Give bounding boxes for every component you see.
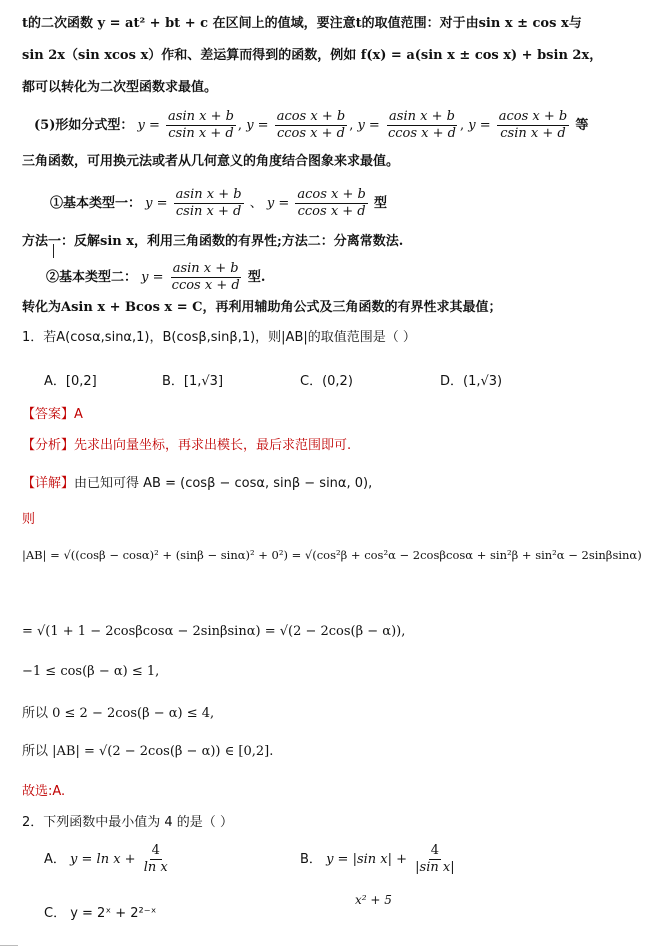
q1-stem: 1．若A(cosα,sinα,1)，B(cosβ,sinβ,1)，则|AB|的取值范围是（ ） [22,330,416,345]
q1-answer: 【答案】A [22,407,83,422]
fraction-form-3: $\frac{\text{asin x + b}}{\text{ccos x + d}}$ [387,109,456,141]
section5-desc: 三角函数，可用换元法或者从几何意义的角度结合图象来求最值。 [22,154,400,169]
intro-line-3: 都可以转化为二次型函数求最值。 [22,80,218,95]
type1-fraction-2: $\frac{\text{acos x + b}}{\text{ccos x + d}}$ [297,187,366,219]
q1-detail: 【详解】由已知可得 AB = (cosβ − cosα, sinβ − sinα, 0), [22,476,373,491]
q2-option-a: A． y = ln x + $\frac{4}{\text{ln x}}$ [44,843,168,875]
q1-eq2: = √(1 + 1 − 2cosβcosα − 2sinβsinα) = √(2 − 2cos(β − α)), [22,624,406,639]
q1-analysis: 【分析】先求出向量坐标，再求出模长，最后求范围即可. [22,438,352,453]
q1-option-c: C．(0,2) [300,374,353,389]
transform-line: 转化为Asin x + Bcos x = C，再利用辅助角公式及三角函数的有界性求其最值； [22,300,502,315]
section5-suffix: 等 [575,118,589,133]
intro-line-1: t的二次函数 y = at² + bt + c 在区间上的值域，要注意t的取值范围：对于由sin x ± cos x与 [22,16,582,31]
q1-eq4: 所以 0 ≤ 2 − 2cos(β − α) ≤ 4, [22,706,215,721]
text-cursor [53,244,62,258]
type1-fraction-1: $\frac{\text{asin x + b}}{\text{csin x + d}}$ [175,187,242,219]
fraction-form-4: $\frac{\text{acos x + b}}{\text{csin x + d}}$ [498,109,568,141]
q1-option-d: D．(1,√3) [440,374,503,389]
q2-option-d-partial: x² + 5 [355,893,392,907]
fraction-form-1: $\frac{\text{asin x + b}}{\text{csin x + d}}$ [168,109,234,141]
method-line: 方法一：反解sin x，利用三角函数的有界性;方法二：分离常数法. [22,234,404,249]
q2-option-b: B． y = |sin x| + $\frac{4}{\text{|sin x|}}$ [300,843,455,875]
page-edge-divider [0,945,18,949]
fraction-form-2: $\frac{\text{acos x + b}}{\text{ccos x + d}}$ [276,109,346,141]
q2-stem: 2．下列函数中最小值为 4 的是（ ） [22,815,233,830]
q2-option-c: C． y = 2ˣ + 2²⁻ˣ [44,906,157,921]
type1-line: ①基本类型一： y = $\frac{\text{asin x + b}}{\text{csin x + d}}$ 、 y = $\frac{\text{acos x + b}}{\text{ccos x + d}}$ 型 [50,187,388,219]
intro-line-2: sin 2x（sin xcos x）作和、差运算而得到的函数，例如 f(x) = a(sin x ± cos x) + bsin 2x， [22,48,603,63]
q1-then: 则 [22,512,36,527]
q1-conclusion: 故选:A. [22,784,66,799]
q1-option-a: A．[0,2] [44,374,97,389]
section5-prefix: (5)形如分式型： [34,118,134,133]
q1-eq1: |AB| = √((cosβ − cosα)² + (sinβ − sinα)² + 0²) = √(cos²β + cos²α − 2cosβcosα + sin²β + sin²α − 2sinβsinα) [22,548,642,562]
q1-eq5: 所以 |AB| = √(2 − 2cos(β − α)) ∈ [0,2]. [22,744,274,759]
q1-eq3: −1 ≤ cos(β − α) ≤ 1, [22,664,160,679]
type2-line: ②基本类型二： y = $\frac{\text{asin x + b}}{\text{ccos x + d}}$ 型. [46,261,266,293]
type2-fraction: $\frac{\text{asin x + b}}{\text{ccos x + d}}$ [171,261,240,293]
section5-forms: (5)形如分式型： y = $\frac{\text{asin x + b}}{\text{csin x + d}}$ , y = $\frac{\text{acos x + b}}{\text{ccos x + d}}$ , y = $\frac{\text{asin x + b}}{\text{ccos x + d}}$ , y = $\frac{\text{acos x + b}}{\text{csin x + d}}$ 等 [34,109,589,141]
q1-option-b: B．[1,√3] [162,374,224,389]
